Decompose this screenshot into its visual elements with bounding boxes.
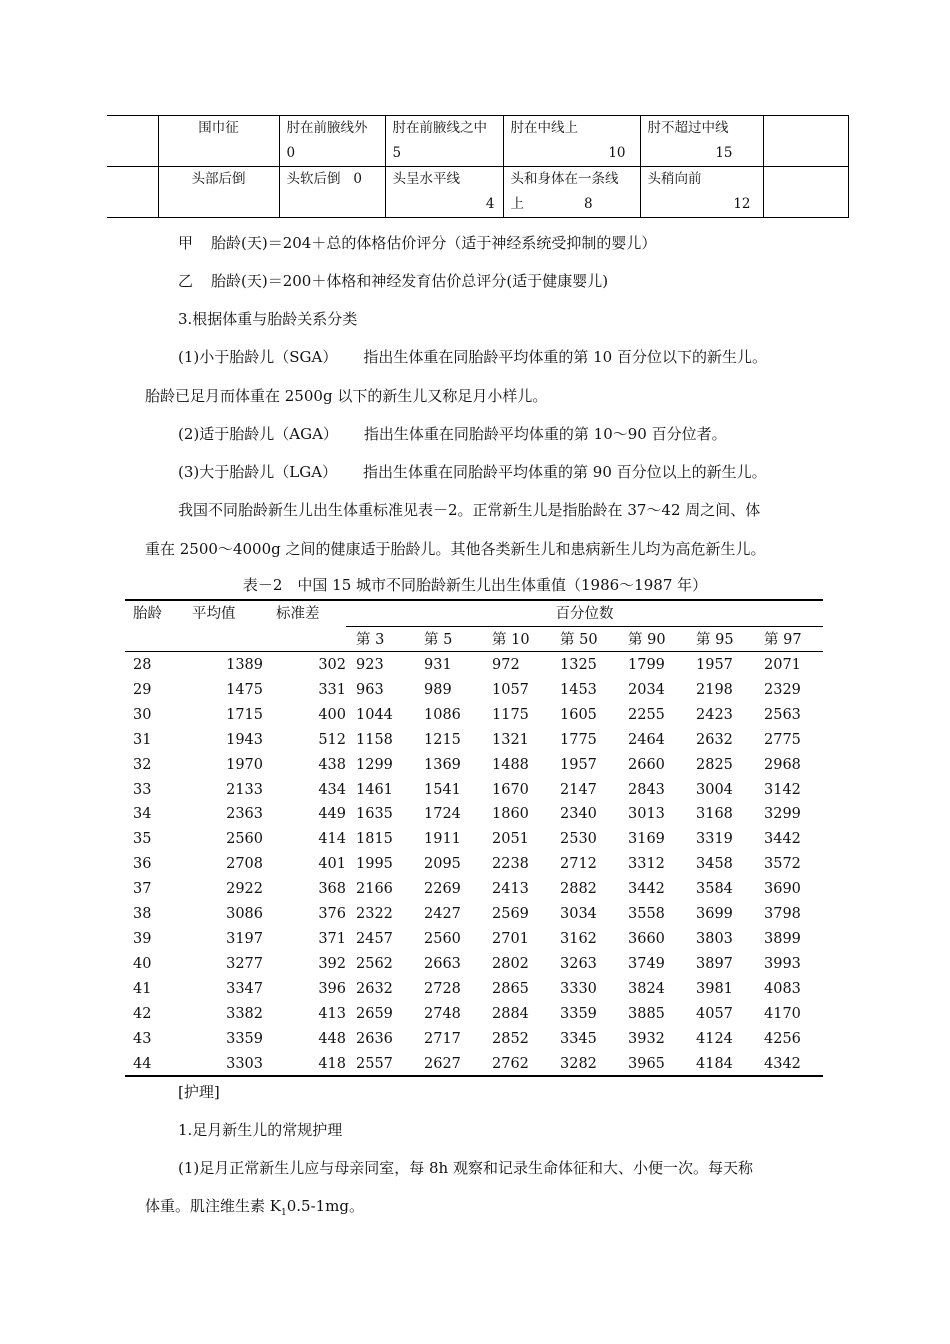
- table-cell: 3824: [628, 980, 665, 997]
- table-cell: 413: [318, 1005, 346, 1022]
- table-cell: 448: [318, 1030, 346, 1047]
- table-cell: 2560: [424, 930, 461, 947]
- table-cell: 1321: [492, 731, 529, 748]
- col-header-age: 胎龄: [133, 606, 162, 622]
- table-cell: 3749: [628, 955, 665, 972]
- score-cell: 肘在前腋线外 0: [279, 116, 385, 167]
- table-row: [125, 1027, 823, 1052]
- col-header-mean: 平均值: [192, 606, 236, 622]
- table-cell: 2329: [764, 681, 801, 698]
- table-cell: 3312: [628, 856, 665, 873]
- item-label-cell: 围巾征: [158, 116, 279, 167]
- table-cell: 3277: [226, 955, 263, 972]
- table-cell: 3162: [560, 930, 597, 947]
- score-cell: 头稍向前 12: [640, 167, 763, 218]
- table-cell: 3993: [764, 955, 801, 972]
- table-cell: 2427: [424, 906, 461, 923]
- table-row: [125, 852, 823, 877]
- table-cell: 1957: [560, 756, 597, 773]
- table-cell: 2198: [696, 681, 733, 698]
- table-row: [125, 703, 823, 728]
- table-cell: 3086: [226, 906, 263, 923]
- sga-continuation: 胎龄已足月而体重在 2500g 以下的新生儿又称足月小样儿。: [145, 387, 548, 405]
- table-cell: 2051: [492, 831, 529, 848]
- table-cell: 1943: [226, 731, 263, 748]
- table-cell: 1605: [560, 706, 597, 723]
- table-cell: 3690: [764, 881, 801, 898]
- table-cell: 2708: [226, 856, 263, 873]
- table-cell: 1995: [356, 856, 393, 873]
- table-cell: 2712: [560, 856, 597, 873]
- score-cell: 头软后倒 0: [279, 167, 385, 218]
- table-cell: 3981: [696, 980, 733, 997]
- table-cell: 2569: [492, 906, 529, 923]
- table-cell: 2660: [628, 756, 665, 773]
- table-cell: 3442: [764, 831, 801, 848]
- table-cell: 42: [133, 1005, 152, 1022]
- table-cell: 3004: [696, 781, 733, 798]
- table-cell: 2627: [424, 1055, 461, 1072]
- table-cell: 1325: [560, 657, 597, 673]
- header-row: [125, 601, 823, 627]
- table-cell: 3965: [628, 1055, 665, 1072]
- table-cell: 376: [318, 906, 346, 923]
- table-body: [125, 653, 823, 1076]
- table-cell: 4083: [764, 980, 801, 997]
- table-cell: 41: [133, 980, 152, 997]
- table-cell: 3897: [696, 955, 733, 972]
- table-cell: 331: [318, 681, 346, 698]
- table-cell: 2166: [356, 881, 393, 898]
- table-cell: 1158: [356, 731, 393, 748]
- nursing-paragraph-cont: 体重。肌注维生素 $K_10.5-1mg$。: [145, 1197, 365, 1218]
- table-cell: 302: [318, 657, 346, 673]
- table-cell: 3572: [764, 856, 801, 873]
- table-cell: 4184: [696, 1055, 733, 1072]
- table-cell: 2562: [356, 955, 393, 972]
- table-cell: 2701: [492, 930, 529, 947]
- table-row: [125, 902, 823, 927]
- table-row: [125, 753, 823, 778]
- table-cell: 3299: [764, 806, 801, 823]
- section-heading: 3.根据体重与胎龄关系分类: [178, 310, 358, 328]
- table-cell: 1057: [492, 681, 529, 698]
- nursing-subheading: 1.足月新生儿的常规护理: [178, 1121, 343, 1139]
- aga-definition: (2)适于胎龄儿（AGA） 指出生体重在同胎龄平均体重的第 10～90 百分位者。: [178, 425, 727, 443]
- table-cell: 44: [133, 1055, 152, 1072]
- nursing-paragraph: (1)足月正常新生儿应与母亲同室，每 8h 观察和记录生命体征和大、小便一次。每天称: [178, 1159, 753, 1177]
- score-cell: 肘不超过中线 15: [640, 116, 763, 167]
- table-cell: 2802: [492, 955, 529, 972]
- table-cell: 2133: [226, 781, 263, 798]
- table-cell: 2659: [356, 1005, 393, 1022]
- table-cell: 1911: [424, 831, 461, 848]
- table-cell: 4057: [696, 1005, 733, 1022]
- table-cell: 400: [318, 706, 346, 723]
- table-cell: 512: [318, 731, 346, 748]
- table-cell: 1175: [492, 706, 529, 723]
- table-cell: 396: [318, 980, 346, 997]
- table-row: [107, 167, 848, 218]
- summary-paragraph: 我国不同胎龄新生儿出生体重标准见表－2。正常新生儿是指胎龄在 37～42 周之间、体: [178, 501, 761, 519]
- table-cell: 2238: [492, 856, 529, 873]
- table-cell: 1775: [560, 731, 597, 748]
- nursing-heading: [护理]: [178, 1083, 220, 1101]
- table-cell: 3660: [628, 930, 665, 947]
- score-cell: [763, 116, 848, 167]
- score-cell: 肘在前腋线之中 5: [385, 116, 503, 167]
- table-cell: 2457: [356, 930, 393, 947]
- table-cell: 1860: [492, 806, 529, 823]
- col-header-p10: 第 10: [492, 632, 530, 648]
- table-cell: 3699: [696, 906, 733, 923]
- table-cell: 989: [424, 681, 452, 698]
- table-cell: 38: [133, 906, 152, 923]
- table-cell: 2852: [492, 1030, 529, 1047]
- item-label-cell: 头部后倒: [158, 167, 279, 218]
- table-cell: 3584: [696, 881, 733, 898]
- table-cell: 3458: [696, 856, 733, 873]
- table-cell: 371: [318, 930, 346, 947]
- table-cell: 31: [133, 731, 152, 748]
- table-cell: 3359: [560, 1005, 597, 1022]
- table-cell: 434: [318, 781, 346, 798]
- table-cell: 2255: [628, 706, 665, 723]
- table-cell: 29: [133, 681, 152, 698]
- table-cell: 2884: [492, 1005, 529, 1022]
- table-cell: 2632: [356, 980, 393, 997]
- score-cell: [763, 167, 848, 218]
- table-cell: 1815: [356, 831, 393, 848]
- table-cell: 2340: [560, 806, 597, 823]
- table-row: [125, 653, 823, 678]
- table-cell: 1461: [356, 781, 393, 798]
- table-caption: 表－2 中国 15 城市不同胎龄新生儿出生体重值（1986～1987 年）: [242, 576, 708, 594]
- empty-cell: [107, 167, 158, 218]
- table-cell: 39: [133, 930, 152, 947]
- table-cell: 1541: [424, 781, 461, 798]
- table-cell: 4124: [696, 1030, 733, 1047]
- col-header-sd: 标准差: [276, 606, 320, 622]
- table-cell: 37: [133, 881, 152, 898]
- col-header-percentiles: 百分位数: [555, 606, 614, 622]
- table-cell: 1215: [424, 731, 461, 748]
- table-cell: 438: [318, 756, 346, 773]
- table-cell: 3169: [628, 831, 665, 848]
- table-cell: 2762: [492, 1055, 529, 1072]
- table-cell: 3013: [628, 806, 665, 823]
- table-cell: 3558: [628, 906, 665, 923]
- score-cell: 肘在中线上 10: [503, 116, 640, 167]
- table-cell: 3319: [696, 831, 733, 848]
- table-cell: 3197: [226, 930, 263, 947]
- col-header-p5: 第 5: [424, 632, 453, 648]
- table-cell: 449: [318, 806, 346, 823]
- table-cell: 2717: [424, 1030, 461, 1047]
- table-cell: 923: [356, 657, 384, 673]
- table-cell: 2363: [226, 806, 263, 823]
- table-cell: 2843: [628, 781, 665, 798]
- table-cell: 3885: [628, 1005, 665, 1022]
- table-row: [125, 977, 823, 1002]
- table-cell: 963: [356, 681, 384, 698]
- table-cell: 3803: [696, 930, 733, 947]
- table-cell: 30: [133, 706, 152, 723]
- table-cell: 2825: [696, 756, 733, 773]
- table-cell: 2322: [356, 906, 393, 923]
- table-cell: 1299: [356, 756, 393, 773]
- score-cell: 头呈水平线 4: [385, 167, 503, 218]
- empty-cell: [107, 116, 158, 167]
- table-row: [125, 927, 823, 952]
- sga-definition: (1)小于胎龄儿（SGA） 指出生体重在同胎龄平均体重的第 10 百分位以下的新生儿。: [178, 348, 767, 366]
- col-header-p95: 第 95: [696, 632, 734, 648]
- table-cell: 1488: [492, 756, 529, 773]
- table-cell: 2728: [424, 980, 461, 997]
- table-cell: 43: [133, 1030, 152, 1047]
- table-cell: 1670: [492, 781, 529, 798]
- table-cell: 2748: [424, 1005, 461, 1022]
- table-row: [125, 952, 823, 977]
- table-row: [125, 728, 823, 753]
- table-cell: 2095: [424, 856, 461, 873]
- table-cell: 3263: [560, 955, 597, 972]
- table-cell: 2560: [226, 831, 263, 848]
- birth-weight-table: [125, 601, 823, 1076]
- table-cell: 3142: [764, 781, 801, 798]
- lga-definition: (3)大于胎龄儿（LGA） 指出生体重在同胎龄平均体重的第 90 百分位以上的新生儿。: [178, 463, 767, 481]
- table-cell: 1475: [226, 681, 263, 698]
- table-cell: 972: [492, 657, 520, 673]
- table-cell: 1044: [356, 706, 393, 723]
- table-cell: 32: [133, 756, 152, 773]
- table-cell: 2269: [424, 881, 461, 898]
- table-cell: 1453: [560, 681, 597, 698]
- table-cell: 2464: [628, 731, 665, 748]
- table-cell: 2563: [764, 706, 801, 723]
- table-cell: 2413: [492, 881, 529, 898]
- table-row: [125, 1002, 823, 1027]
- table-cell: 1799: [628, 657, 665, 673]
- table-cell: 2663: [424, 955, 461, 972]
- table-cell: 3330: [560, 980, 597, 997]
- table-cell: 1970: [226, 756, 263, 773]
- col-header-p3: 第 3: [356, 632, 385, 648]
- table-cell: 401: [318, 856, 346, 873]
- table-cell: 2557: [356, 1055, 393, 1072]
- table-cell: 3282: [560, 1055, 597, 1072]
- formula-b: 乙 胎龄(天)＝200＋体格和神经发育估价总评分(适于健康婴儿): [178, 272, 609, 290]
- table-cell: 40: [133, 955, 152, 972]
- table-cell: 4170: [764, 1005, 801, 1022]
- table-row: [125, 778, 823, 803]
- table-cell: 414: [318, 831, 346, 848]
- table-cell: 368: [318, 881, 346, 898]
- table-cell: 2632: [696, 731, 733, 748]
- col-header-p97: 第 97: [764, 632, 802, 648]
- assessment-table: [107, 115, 849, 218]
- table-cell: 1957: [696, 657, 733, 673]
- table-cell: 28: [133, 657, 152, 673]
- table-cell: 4256: [764, 1030, 801, 1047]
- table-cell: 3168: [696, 806, 733, 823]
- table-cell: 35: [133, 831, 152, 848]
- col-header-p90: 第 90: [628, 632, 666, 648]
- table-row: [107, 116, 848, 167]
- table-row: [125, 827, 823, 852]
- table-cell: 3798: [764, 906, 801, 923]
- table-cell: 3899: [764, 930, 801, 947]
- table-cell: 2034: [628, 681, 665, 698]
- table-cell: 3347: [226, 980, 263, 997]
- table-cell: 33: [133, 781, 152, 798]
- table-cell: 1389: [226, 657, 263, 673]
- table-cell: 2423: [696, 706, 733, 723]
- table-cell: 3359: [226, 1030, 263, 1047]
- table-cell: 1724: [424, 806, 461, 823]
- table-cell: 3382: [226, 1005, 263, 1022]
- table-cell: 1635: [356, 806, 393, 823]
- table-cell: 1369: [424, 756, 461, 773]
- table-cell: 2968: [764, 756, 801, 773]
- summary-paragraph-cont: 重在 2500～4000g 之间的健康适于胎龄儿。其他各类新生儿和患病新生儿均为高危新生儿。: [145, 540, 766, 558]
- col-header-p50: 第 50: [560, 632, 598, 648]
- table-cell: 3303: [226, 1055, 263, 1072]
- subheader-row: [125, 627, 823, 653]
- table-cell: 36: [133, 856, 152, 873]
- table-cell: 1715: [226, 706, 263, 723]
- table-cell: 2775: [764, 731, 801, 748]
- table-cell: 2922: [226, 881, 263, 898]
- table-cell: 418: [318, 1055, 346, 1072]
- table-cell: 2071: [764, 657, 801, 673]
- formula-a: 甲 胎龄(天)＝204＋总的体格估价评分（适于神经系统受抑制的婴儿）: [178, 234, 657, 252]
- table-cell: 2530: [560, 831, 597, 848]
- table-cell: 931: [424, 657, 452, 673]
- table-cell: 1086: [424, 706, 461, 723]
- table-cell: 2636: [356, 1030, 393, 1047]
- table-row: [125, 877, 823, 902]
- table-cell: 2882: [560, 881, 597, 898]
- table-cell: 3345: [560, 1030, 597, 1047]
- table-cell: 3034: [560, 906, 597, 923]
- table-row: [125, 678, 823, 703]
- score-cell: 头和身体在一条线 上 8: [503, 167, 640, 218]
- table-row: [125, 1052, 823, 1077]
- table-cell: 2865: [492, 980, 529, 997]
- table-cell: 392: [318, 955, 346, 972]
- table-cell: 3932: [628, 1030, 665, 1047]
- table-row: [125, 802, 823, 827]
- table-cell: 3442: [628, 881, 665, 898]
- table-cell: 2147: [560, 781, 597, 798]
- table-cell: 34: [133, 806, 152, 823]
- table-cell: 4342: [764, 1055, 801, 1072]
